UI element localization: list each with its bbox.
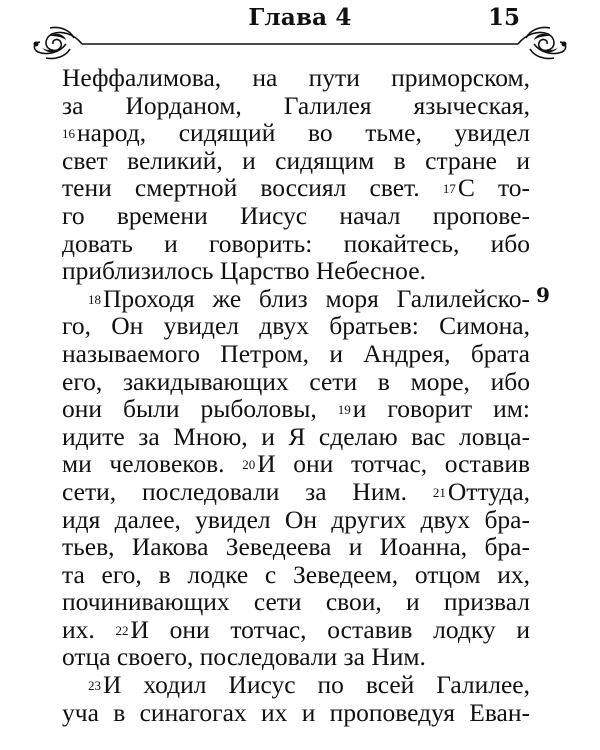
verse-text: народ, сидящий во тьме, увидел [77, 118, 530, 148]
verse-text: И ходил Иисус по всей Галилее, [103, 670, 530, 700]
text-line: та его, в лодке с Зеведеем, отцом их, [62, 559, 530, 589]
text-line [62, 671, 530, 699]
page-header [0, 0, 600, 60]
text-line: го, Он увидел двух братьев: Симона, [62, 311, 530, 341]
text-line: идя далее, увидел Он других двух бра- [62, 504, 530, 534]
text-line [62, 616, 530, 644]
text-line: Неффалимова, на пути приморском, [62, 63, 530, 92]
text-line [62, 478, 530, 506]
text-line [62, 395, 530, 423]
text-line: довать и говорить: покайтесь, ибо [62, 228, 530, 258]
verse-text: Оттуда, [447, 476, 531, 506]
margin-reference: 9 [536, 283, 550, 307]
verse-text: Проходя же близ моря Галилейско- [103, 283, 530, 313]
text-line [62, 174, 530, 202]
verse-text: и говорит им: [352, 394, 530, 424]
scripture-text [62, 64, 530, 726]
verse-number: 20 [242, 457, 256, 473]
verse-text: И они тотчас, оставив лодку и [130, 614, 530, 644]
verse-number: 21 [432, 484, 446, 500]
text-line: уча в синагогах их и проповедуя Еван- [62, 697, 530, 727]
verse-text: тени смертной воссиял свет. [62, 173, 420, 203]
verse-text: они были рыболовы, [62, 394, 317, 424]
verse-number: 23 [88, 678, 101, 694]
verse-text: сети, последовали за Ним. [62, 476, 407, 506]
verse-number: 19 [337, 402, 351, 418]
text-line: свет великий, и сидящим в стране и [62, 145, 530, 175]
text-line: го времени Иисус начал пропове- [62, 200, 530, 230]
text-line: называемого Петром, и Андрея, брата [62, 338, 530, 368]
verse-number: 22 [115, 622, 129, 638]
verse-text: их. [62, 614, 95, 644]
text-line: за Иорданом, Галилея языческая, [62, 90, 530, 120]
verse-text: ми человеков. [62, 449, 225, 479]
text-line: его, закидывающих сети в море, ибо [62, 366, 530, 396]
text-line: починивающих сети свои, и призвал [62, 587, 530, 617]
text-line [62, 119, 530, 147]
text-line: приблизилось Царство Небесное. [62, 256, 426, 286]
verse-number: 18 [88, 291, 101, 307]
text-line [62, 285, 530, 313]
text-line: тьев, Иакова Зеведеева и Иоанна, бра- [62, 532, 530, 562]
verse-number: 16 [62, 126, 75, 142]
text-line: идите за Мною, и Я сделаю вас ловца- [62, 421, 530, 451]
verse-text: И они тотчас, оставив [257, 449, 531, 479]
text-line: отца своего, последовали за Ним. [62, 642, 426, 672]
verse-number: 17 [442, 181, 456, 197]
verse-text: С то- [457, 173, 531, 203]
chapter-title: Глава 4 [248, 4, 352, 31]
page-number: 15 [487, 4, 520, 31]
text-line [62, 450, 530, 478]
